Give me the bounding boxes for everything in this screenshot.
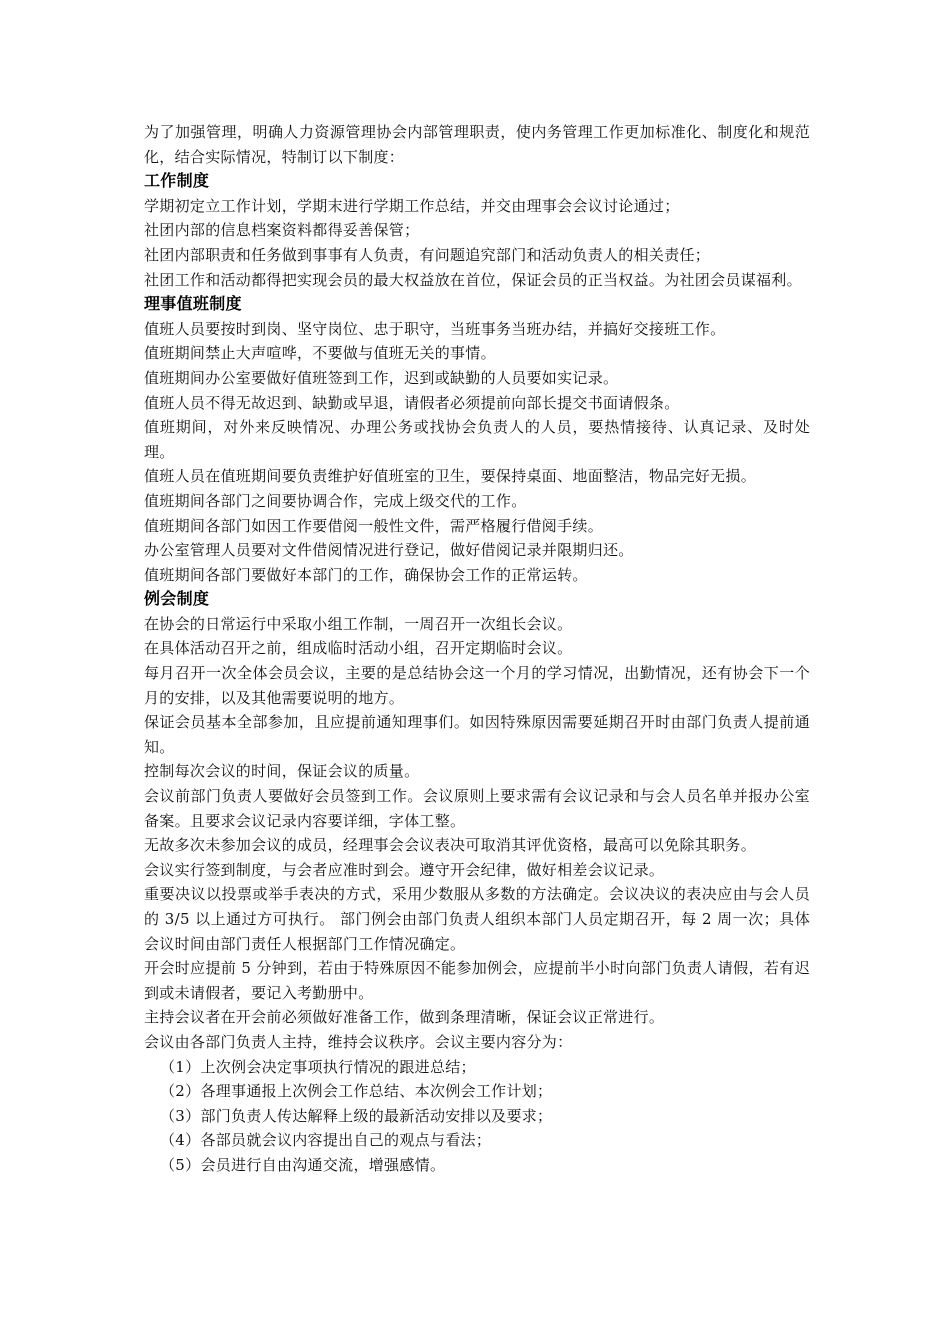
section-heading-meeting: 例会制度: [144, 589, 210, 609]
paragraph: 主持会议者在开会前必须做好准备工作，做到条理清晰，保证会议正常进行。: [144, 1008, 665, 1027]
paragraph: 值班期间办公室要做好值班签到工作，迟到或缺勤的人员要如实记录。: [144, 368, 619, 387]
paragraph: 社团内部的信息档案资料都得妥善保管；: [144, 221, 420, 240]
paragraph: 保证会员基本全部参加，且应提前通知理事们。如因特殊原因需要延期召开时由部门负责人提前通知。: [144, 713, 810, 756]
paragraph: 学期初定立工作计划，学期末进行学期工作总结，并交由理事会会议讨论通过；: [144, 196, 680, 215]
paragraph: 会议前部门负责人要做好会员签到工作。会议原则上要求需有会议记录和与会人员名单并报办公室备案。且要求会议记录内容要详细，字体工整。: [144, 787, 810, 830]
paragraph: 在具体活动召开之前，组成临时活动小组，召开定期临时会议。: [144, 639, 573, 658]
paragraph: 无故多次未参加会议的成员，经理事会会议表决可取消其评优资格，最高可以免除其职务。: [144, 836, 757, 855]
agenda-item: （4）各部员就会议内容提出自己的观点与看法；: [160, 1131, 492, 1150]
document-page: [144, 120, 810, 1178]
section-heading-duty: 理事值班制度: [144, 294, 242, 314]
agenda-item: （2）各理事通报上次例会工作总结、本次例会工作计划；: [160, 1082, 553, 1101]
paragraph: 重要决议以投票或举手表决的方式，采用少数服从多数的方法确定。会议决议的表决应由与会人员的 3/5 以上通过方可执行。 部门例会由部门负责人组织本部门人员定期召开，每 2 周一次；具体会议时间由部门责任人根据部门工作情况确定。: [144, 885, 810, 953]
paragraph: 控制每次会议的时间，保证会议的质量。: [144, 762, 420, 781]
paragraph: 社团工作和活动都得把实现会员的最大权益放在首位，保证会员的正当权益。为社团会员谋福利。: [144, 270, 802, 289]
paragraph: 值班人员要按时到岗、坚守岗位、忠于职守，当班事务当班办结，并搞好交接班工作。: [144, 319, 726, 338]
agenda-item: （3）部门负责人传达解释上级的最新活动安排以及要求；: [160, 1106, 553, 1125]
paragraph: 值班期间各部门要做好本部门的工作，确保协会工作的正常运转。: [144, 565, 588, 584]
paragraph: 办公室管理人员要对文件借阅情况进行登记，做好借阅记录并限期归还。: [144, 541, 634, 560]
paragraph: 值班期间禁止大声喧哗，不要做与值班无关的事情。: [144, 344, 496, 363]
agenda-item: （5）会员进行自由沟通交流，增强感情。: [160, 1155, 446, 1174]
paragraph: 值班期间，对外来反映情况、办理公务或找协会负责人的人员，要热情接待、认真记录、及时处理。: [144, 418, 810, 461]
paragraph: 值班人员在值班期间要负责维护好值班室的卫生，要保持桌面、地面整洁，物品完好无损。: [144, 467, 757, 486]
paragraph: 值班期间各部门之间要协调合作，完成上级交代的工作。: [144, 491, 527, 510]
agenda-item: （1）上次例会决定事项执行情况的跟进总结；: [160, 1057, 476, 1076]
section-heading-work: 工作制度: [144, 171, 210, 191]
intro-paragraph: 为了加强管理，明确人力资源管理协会内部管理职责，使内务管理工作更加标准化、制度化和规范化，结合实际情况，特制订以下制度：: [144, 123, 810, 166]
paragraph: 社团内部职责和任务做到事事有人负责，有问题追究部门和活动负责人的相关责任；: [144, 245, 711, 264]
paragraph: 在协会的日常运行中采取小组工作制，一周召开一次组长会议。: [144, 614, 573, 633]
paragraph: 值班人员不得无故迟到、缺勤或早退，请假者必须提前向部长提交书面请假条。: [144, 393, 680, 412]
paragraph: 会议实行签到制度，与会者应准时到会。遵守开会纪律，做好相差会议记录。: [144, 860, 665, 879]
paragraph: 每月召开一次全体会员会议，主要的是总结协会这一个月的学习情况，出勤情况，还有协会下一个月的安排，以及其他需要说明的地方。: [144, 664, 810, 707]
paragraph: 值班期间各部门如因工作要借阅一般性文件，需严格履行借阅手续。: [144, 516, 604, 535]
paragraph: 开会时应提前 5 分钟到，若由于特殊原因不能参加例会，应提前半小时向部门负责人请假，若有迟到或未请假者，要记入考勤册中。: [144, 959, 810, 1002]
paragraph: 会议由各部门负责人主持，维持会议秩序。会议主要内容分为：: [144, 1032, 573, 1051]
